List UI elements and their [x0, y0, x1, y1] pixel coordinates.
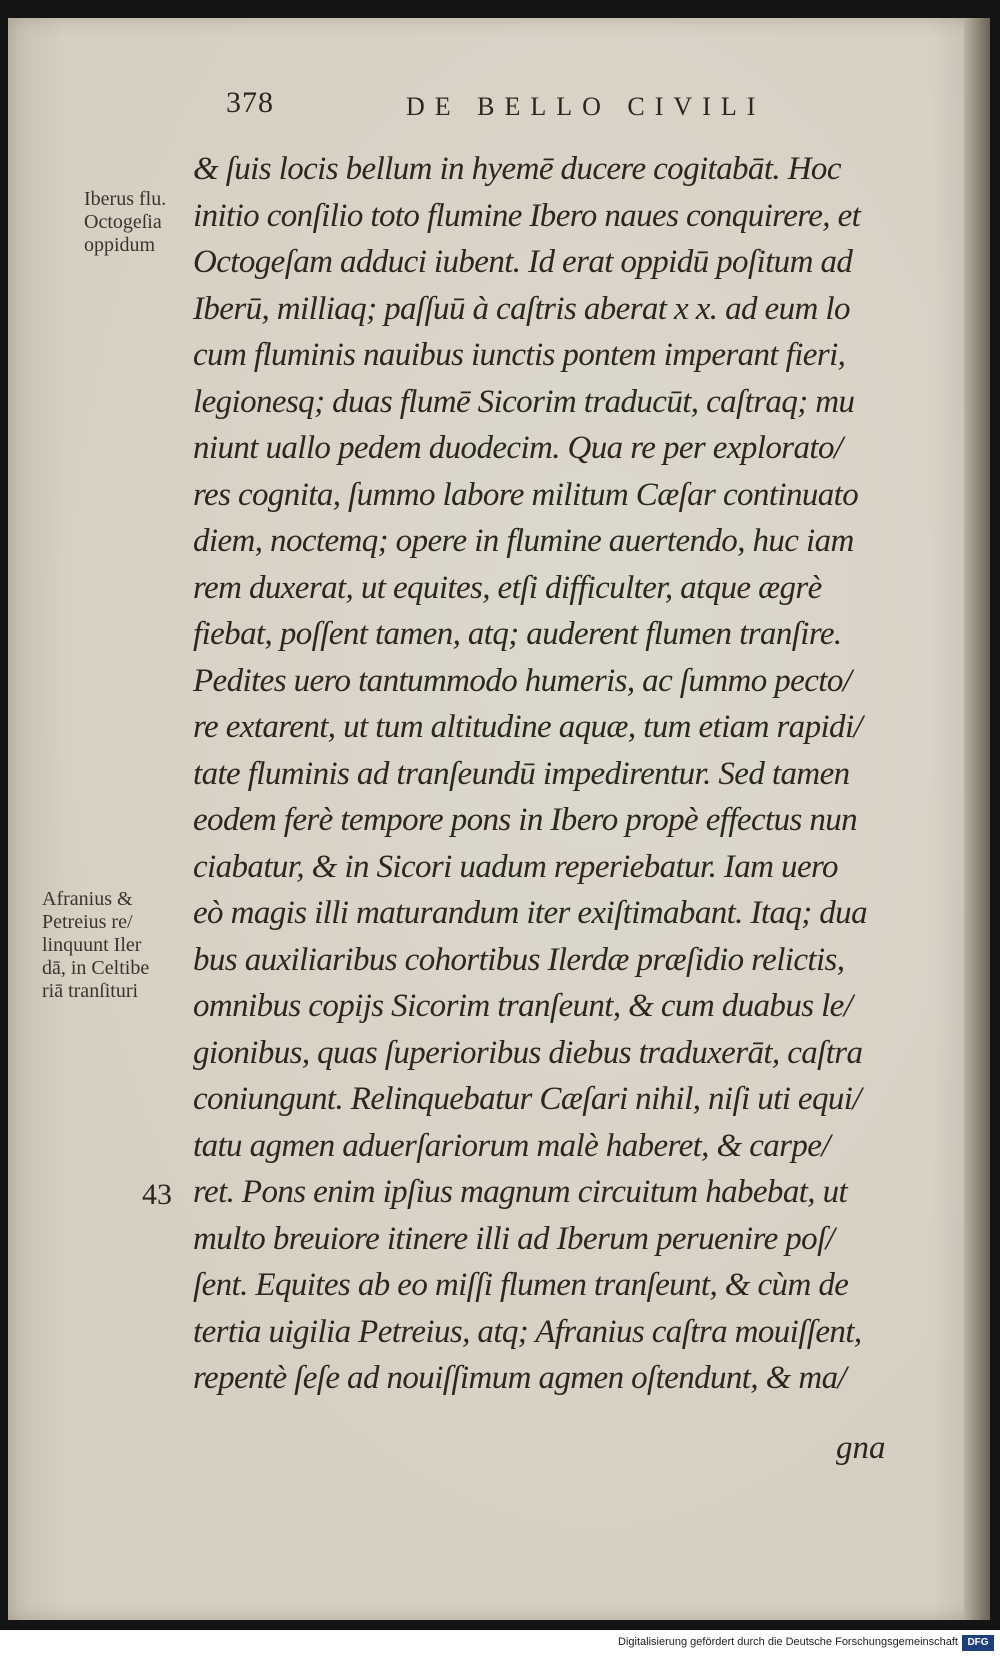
margin-note-line: Petreius re/: [42, 911, 133, 933]
text-line: ſent. Equites ab eo miſſi flumen tranſeunt, & cùm de: [193, 1267, 849, 1303]
text-line: initio conſilio toto flumine Ibero naues conquirere, et: [193, 197, 861, 234]
text-line: re extarent, ut tum altitudine aquæ, tum etiam rapidi/: [193, 709, 863, 745]
margin-note-line: Iberus flu.: [84, 188, 167, 210]
text-line: tertia uigilia Petreius, atq; Afranius caſtra mouiſſent,: [193, 1313, 862, 1350]
text-line: bus auxiliaribus cohortibus Ilerdæ præſidio relictis,: [193, 941, 845, 978]
margin-note-line: dā, in Celtibe: [42, 957, 150, 979]
text-line: cum fluminis nauibus iunctis pontem imperant fieri,: [193, 337, 846, 373]
body-text: [193, 146, 928, 1402]
text-line: eodem ferè tempore pons in Ibero propè effectus nun: [193, 802, 858, 838]
text-line: ciabatur, & in Sicori uadum reperiebatur. Iam uero: [193, 848, 838, 885]
text-line: omnibus copijs Sicorim tranſeunt, & cum duabus le/: [193, 988, 853, 1024]
text-line: tate fluminis ad tranſeundū impedirentur. Sed tamen: [193, 755, 850, 792]
text-line: diem, noctemq; opere in flumine auertendo, huc iam: [193, 523, 854, 559]
chapter-number: 43: [142, 1178, 172, 1211]
text-line: ret. Pons enim ipſius magnum circuitum habebat, ut: [193, 1174, 848, 1210]
text-line: & ſuis locis bellum in hyemē ducere cogitabāt. Hoc: [193, 151, 841, 187]
page-header: [226, 86, 786, 136]
text-line: eò magis illi maturandum iter exiſtimabant. Itaq; dua: [193, 895, 867, 931]
text-line: res cognita, ſummo labore militum Cæſar continuato: [193, 476, 859, 513]
text-line: Octogeſam adduci iubent. Id erat oppidū poſitum ad: [193, 244, 853, 280]
text-line: rem duxerat, ut equites, etſi difficulter, atque ægrè: [193, 569, 822, 606]
page-number: 378: [226, 86, 274, 119]
text-line: Iberū, milliaq; paſſuū à caſtris aberat x x. ad eum lo: [193, 290, 850, 327]
margin-note-line: riā tranſituri: [42, 980, 139, 1002]
dfg-logo-icon: DFG: [962, 1635, 994, 1651]
text-line: legionesq; duas flumē Sicorim traducūt, caſtraq; mu: [193, 383, 855, 420]
margin-note-line: Octogeſia: [84, 211, 162, 233]
margin-note-iberus: [84, 188, 166, 257]
book-page: [8, 18, 990, 1620]
text-line: niunt uallo pedem duodecim. Qua re per explorato/: [193, 430, 843, 466]
margin-note-line: linquunt Iler: [42, 934, 142, 956]
footer-credit: Digitalisierung gefördert durch die Deutsche Forschungsgemeinschaft: [618, 1636, 958, 1648]
margin-note-line: Afranius &: [42, 888, 133, 910]
text-line: fiebat, poſſent tamen, atq; auderent flumen tranſire.: [193, 616, 842, 652]
margin-note-afranius: [42, 888, 149, 1003]
text-line: repentè ſeſe ad nouiſſimum agmen oſtendunt, & ma/: [193, 1360, 847, 1396]
margin-note-line: oppidum: [84, 234, 156, 256]
text-line: tatu agmen aduerſariorum malè haberet, & carpe/: [193, 1127, 830, 1164]
running-head: DE BELLO CIVILI: [406, 92, 766, 121]
text-line: Pedites uero tantummodo humeris, ac ſummo pecto/: [193, 662, 852, 699]
text-line: gionibus, quas ſuperioribus diebus traduxerāt, caſtra: [193, 1034, 863, 1071]
page-spine-edge: [964, 18, 990, 1620]
footer-bar: [0, 1630, 1000, 1658]
text-line: multo breuiore itinere illi ad Iberum peruenire poſ/: [193, 1220, 835, 1257]
catchword: gna: [836, 1430, 886, 1466]
text-line: coniungunt. Relinquebatur Cæſari nihil, niſi uti equi/: [193, 1081, 861, 1117]
